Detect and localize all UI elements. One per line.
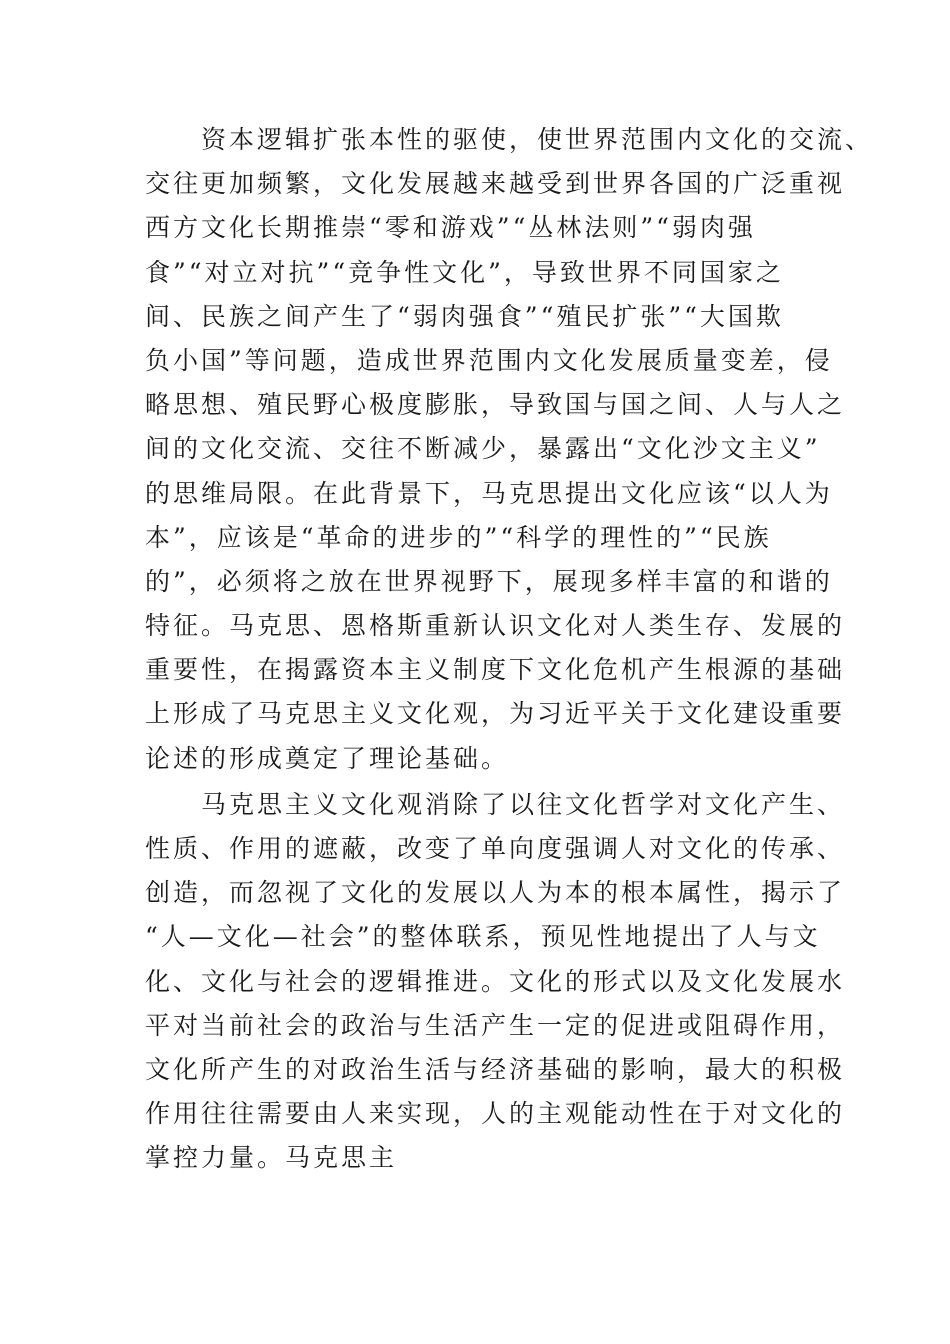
text-line: 平对当前社会的政治与生活产生一定的促进或阻碍作用，: [145, 1010, 846, 1040]
text-line: 论述的形成奠定了理论基础。: [145, 743, 510, 773]
paragraph-2: [145, 783, 846, 1181]
text-line: 创造，而忽视了文化的发展以人为本的根本属性，揭示了: [145, 878, 846, 908]
text-line: 间、民族之间产生了“弱肉强食”“殖民扩张”“大国欺: [145, 301, 784, 331]
text-line: 掌控力量。马克思主: [145, 1143, 398, 1173]
text-line: 作用往往需要由人来实现，人的主观能动性在于对文化的: [145, 1099, 846, 1129]
text-line: 特征。马克思、恩格斯重新认识文化对人类生存、发展的: [145, 611, 846, 641]
text-line: 间的文化交流、交往不断减少，暴露出“文化沙文主义”: [145, 434, 821, 464]
text-line: 上形成了马克思主义文化观，为习近平关于文化建设重要: [145, 699, 846, 729]
text-line: 的”，必须将之放在世界视野下，展现多样丰富的和谐的: [145, 566, 833, 596]
text-line: 重要性，在揭露资本主义制度下文化危机产生根源的基础: [145, 655, 846, 685]
text-line: “人—文化—社会”的整体联系，预见性地提出了人与文: [145, 922, 821, 952]
paragraph-1: [145, 118, 874, 781]
text-line: 马克思主义文化观消除了以往文化哲学对文化产生、: [145, 789, 846, 819]
text-line: 性质、作用的遮蔽，改变了单向度强调人对文化的传承、: [145, 834, 846, 863]
text-line: 化、文化与社会的逻辑推进。文化的形式以及文化发展水: [145, 966, 846, 996]
text-line: 资本逻辑扩张本性的驱使，使世界范围内文化的交流、: [145, 125, 874, 154]
text-line: 西方文化长期推崇“零和游戏”“丛林法则”“弱肉强: [145, 213, 756, 243]
text-line: 本”，应该是“革命的进步的”“科学的理性的”“民族: [145, 522, 772, 552]
text-line: 略思想、殖民野心极度膨胀，导致国与国之间、人与人之: [145, 390, 846, 420]
text-line: 食”“对立对抗”“竞争性文化”，导致世界不同国家之: [145, 257, 784, 287]
text-line: 负小国”等问题，造成世界范围内文化发展质量变差，侵: [145, 345, 833, 375]
text-line: 的思维局限。在此背景下，马克思提出文化应该“以人为: [145, 478, 833, 508]
body-text: [145, 118, 874, 1181]
text-line: 文化所产生的对政治生活与经济基础的影响，最大的积极: [145, 1054, 846, 1084]
text-line: 交往更加频繁，文化发展越来越受到世界各国的广泛重视: [145, 169, 846, 199]
